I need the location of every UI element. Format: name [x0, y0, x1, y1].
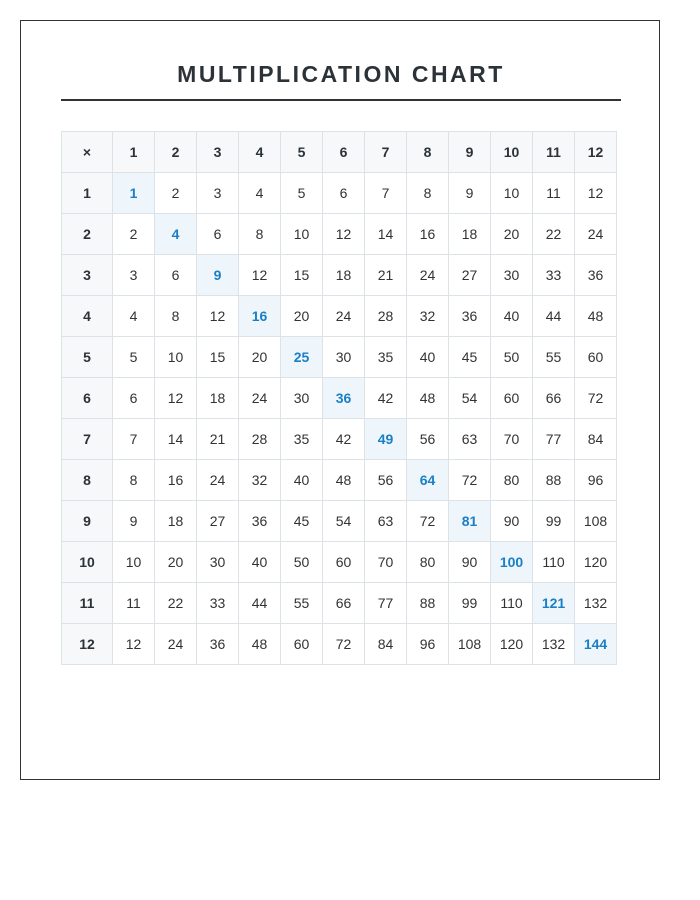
product-cell: 96 [407, 624, 449, 665]
product-cell: 9 [113, 501, 155, 542]
square-cell: 81 [449, 501, 491, 542]
product-cell: 4 [239, 173, 281, 214]
product-cell: 32 [407, 296, 449, 337]
square-cell: 64 [407, 460, 449, 501]
square-cell: 49 [365, 419, 407, 460]
product-cell: 12 [575, 173, 617, 214]
title-divider [61, 99, 621, 101]
product-cell: 108 [575, 501, 617, 542]
product-cell: 77 [533, 419, 575, 460]
product-cell: 30 [323, 337, 365, 378]
product-cell: 30 [491, 255, 533, 296]
column-header: 12 [575, 132, 617, 173]
product-cell: 10 [491, 173, 533, 214]
row-header: 12 [62, 624, 113, 665]
product-cell: 84 [575, 419, 617, 460]
column-header: 2 [155, 132, 197, 173]
product-cell: 36 [449, 296, 491, 337]
table-row [62, 460, 617, 501]
row-header: 11 [62, 583, 113, 624]
product-cell: 40 [281, 460, 323, 501]
product-cell: 120 [575, 542, 617, 583]
product-cell: 20 [491, 214, 533, 255]
product-cell: 44 [533, 296, 575, 337]
product-cell: 90 [491, 501, 533, 542]
chart-page [20, 20, 660, 780]
column-header: 3 [197, 132, 239, 173]
product-cell: 99 [533, 501, 575, 542]
product-cell: 70 [491, 419, 533, 460]
product-cell: 12 [239, 255, 281, 296]
product-cell: 24 [197, 460, 239, 501]
product-cell: 22 [533, 214, 575, 255]
product-cell: 45 [281, 501, 323, 542]
product-cell: 66 [533, 378, 575, 419]
column-header: 8 [407, 132, 449, 173]
product-cell: 96 [575, 460, 617, 501]
product-cell: 80 [407, 542, 449, 583]
product-cell: 2 [155, 173, 197, 214]
square-cell: 100 [491, 542, 533, 583]
product-cell: 2 [113, 214, 155, 255]
product-cell: 9 [449, 173, 491, 214]
row-header: 4 [62, 296, 113, 337]
square-cell: 25 [281, 337, 323, 378]
product-cell: 60 [491, 378, 533, 419]
product-cell: 14 [365, 214, 407, 255]
square-cell: 36 [323, 378, 365, 419]
product-cell: 22 [155, 583, 197, 624]
product-cell: 54 [323, 501, 365, 542]
product-cell: 27 [197, 501, 239, 542]
product-cell: 56 [365, 460, 407, 501]
product-cell: 45 [449, 337, 491, 378]
table-row [62, 255, 617, 296]
product-cell: 72 [407, 501, 449, 542]
row-header: 5 [62, 337, 113, 378]
corner-cell: × [62, 132, 113, 173]
column-header: 11 [533, 132, 575, 173]
column-header: 5 [281, 132, 323, 173]
multiplication-table [61, 131, 617, 665]
product-cell: 88 [533, 460, 575, 501]
product-cell: 48 [239, 624, 281, 665]
product-cell: 8 [407, 173, 449, 214]
product-cell: 10 [155, 337, 197, 378]
product-cell: 77 [365, 583, 407, 624]
column-header: 6 [323, 132, 365, 173]
product-cell: 50 [281, 542, 323, 583]
product-cell: 54 [449, 378, 491, 419]
column-header: 7 [365, 132, 407, 173]
product-cell: 10 [113, 542, 155, 583]
product-cell: 10 [281, 214, 323, 255]
product-cell: 36 [197, 624, 239, 665]
product-cell: 12 [323, 214, 365, 255]
product-cell: 56 [407, 419, 449, 460]
product-cell: 110 [491, 583, 533, 624]
product-cell: 21 [197, 419, 239, 460]
product-cell: 50 [491, 337, 533, 378]
product-cell: 132 [533, 624, 575, 665]
product-cell: 70 [365, 542, 407, 583]
square-cell: 4 [155, 214, 197, 255]
product-cell: 80 [491, 460, 533, 501]
product-cell: 35 [365, 337, 407, 378]
page-title: MULTIPLICATION CHART [177, 61, 505, 87]
row-header: 2 [62, 214, 113, 255]
product-cell: 12 [113, 624, 155, 665]
product-cell: 72 [575, 378, 617, 419]
product-cell: 40 [407, 337, 449, 378]
product-cell: 18 [323, 255, 365, 296]
product-cell: 30 [197, 542, 239, 583]
square-cell: 1 [113, 173, 155, 214]
product-cell: 72 [323, 624, 365, 665]
product-cell: 24 [155, 624, 197, 665]
table-row [62, 214, 617, 255]
product-cell: 33 [197, 583, 239, 624]
product-cell: 14 [155, 419, 197, 460]
product-cell: 18 [155, 501, 197, 542]
row-header: 10 [62, 542, 113, 583]
product-cell: 99 [449, 583, 491, 624]
product-cell: 28 [365, 296, 407, 337]
product-cell: 36 [239, 501, 281, 542]
table-row [62, 296, 617, 337]
product-cell: 63 [365, 501, 407, 542]
product-cell: 8 [155, 296, 197, 337]
product-cell: 5 [113, 337, 155, 378]
product-cell: 72 [449, 460, 491, 501]
product-cell: 108 [449, 624, 491, 665]
table-row [62, 419, 617, 460]
product-cell: 6 [323, 173, 365, 214]
table-row [62, 542, 617, 583]
product-cell: 28 [239, 419, 281, 460]
product-cell: 55 [533, 337, 575, 378]
product-cell: 3 [113, 255, 155, 296]
product-cell: 60 [575, 337, 617, 378]
product-cell: 6 [113, 378, 155, 419]
square-cell: 121 [533, 583, 575, 624]
table-row [62, 501, 617, 542]
product-cell: 36 [575, 255, 617, 296]
product-cell: 33 [533, 255, 575, 296]
product-cell: 3 [197, 173, 239, 214]
product-cell: 18 [197, 378, 239, 419]
product-cell: 110 [533, 542, 575, 583]
product-cell: 27 [449, 255, 491, 296]
product-cell: 16 [155, 460, 197, 501]
product-cell: 20 [239, 337, 281, 378]
product-cell: 12 [197, 296, 239, 337]
product-cell: 8 [113, 460, 155, 501]
product-cell: 6 [197, 214, 239, 255]
column-header: 10 [491, 132, 533, 173]
product-cell: 16 [407, 214, 449, 255]
product-cell: 84 [365, 624, 407, 665]
product-cell: 44 [239, 583, 281, 624]
row-header: 8 [62, 460, 113, 501]
product-cell: 42 [365, 378, 407, 419]
product-cell: 32 [239, 460, 281, 501]
square-cell: 144 [575, 624, 617, 665]
product-cell: 5 [281, 173, 323, 214]
product-cell: 21 [365, 255, 407, 296]
table-row [62, 583, 617, 624]
table-row [62, 378, 617, 419]
product-cell: 48 [407, 378, 449, 419]
product-cell: 6 [155, 255, 197, 296]
product-cell: 42 [323, 419, 365, 460]
row-header: 6 [62, 378, 113, 419]
product-cell: 18 [449, 214, 491, 255]
square-cell: 9 [197, 255, 239, 296]
product-cell: 24 [323, 296, 365, 337]
product-cell: 88 [407, 583, 449, 624]
product-cell: 8 [239, 214, 281, 255]
product-cell: 60 [281, 624, 323, 665]
product-cell: 24 [239, 378, 281, 419]
product-cell: 24 [575, 214, 617, 255]
product-cell: 48 [323, 460, 365, 501]
product-cell: 132 [575, 583, 617, 624]
header-row [62, 132, 617, 173]
row-header: 3 [62, 255, 113, 296]
product-cell: 7 [113, 419, 155, 460]
column-header: 1 [113, 132, 155, 173]
column-header: 4 [239, 132, 281, 173]
product-cell: 15 [197, 337, 239, 378]
product-cell: 30 [281, 378, 323, 419]
product-cell: 90 [449, 542, 491, 583]
product-cell: 66 [323, 583, 365, 624]
row-header: 9 [62, 501, 113, 542]
row-header: 1 [62, 173, 113, 214]
row-header: 7 [62, 419, 113, 460]
table-row [62, 337, 617, 378]
table-row [62, 624, 617, 665]
product-cell: 20 [281, 296, 323, 337]
product-cell: 120 [491, 624, 533, 665]
product-cell: 20 [155, 542, 197, 583]
table-row [62, 173, 617, 214]
product-cell: 12 [155, 378, 197, 419]
square-cell: 16 [239, 296, 281, 337]
product-cell: 48 [575, 296, 617, 337]
product-cell: 55 [281, 583, 323, 624]
product-cell: 4 [113, 296, 155, 337]
product-cell: 11 [533, 173, 575, 214]
product-cell: 40 [491, 296, 533, 337]
product-cell: 60 [323, 542, 365, 583]
product-cell: 11 [113, 583, 155, 624]
product-cell: 40 [239, 542, 281, 583]
column-header: 9 [449, 132, 491, 173]
product-cell: 7 [365, 173, 407, 214]
product-cell: 24 [407, 255, 449, 296]
product-cell: 15 [281, 255, 323, 296]
product-cell: 63 [449, 419, 491, 460]
product-cell: 35 [281, 419, 323, 460]
